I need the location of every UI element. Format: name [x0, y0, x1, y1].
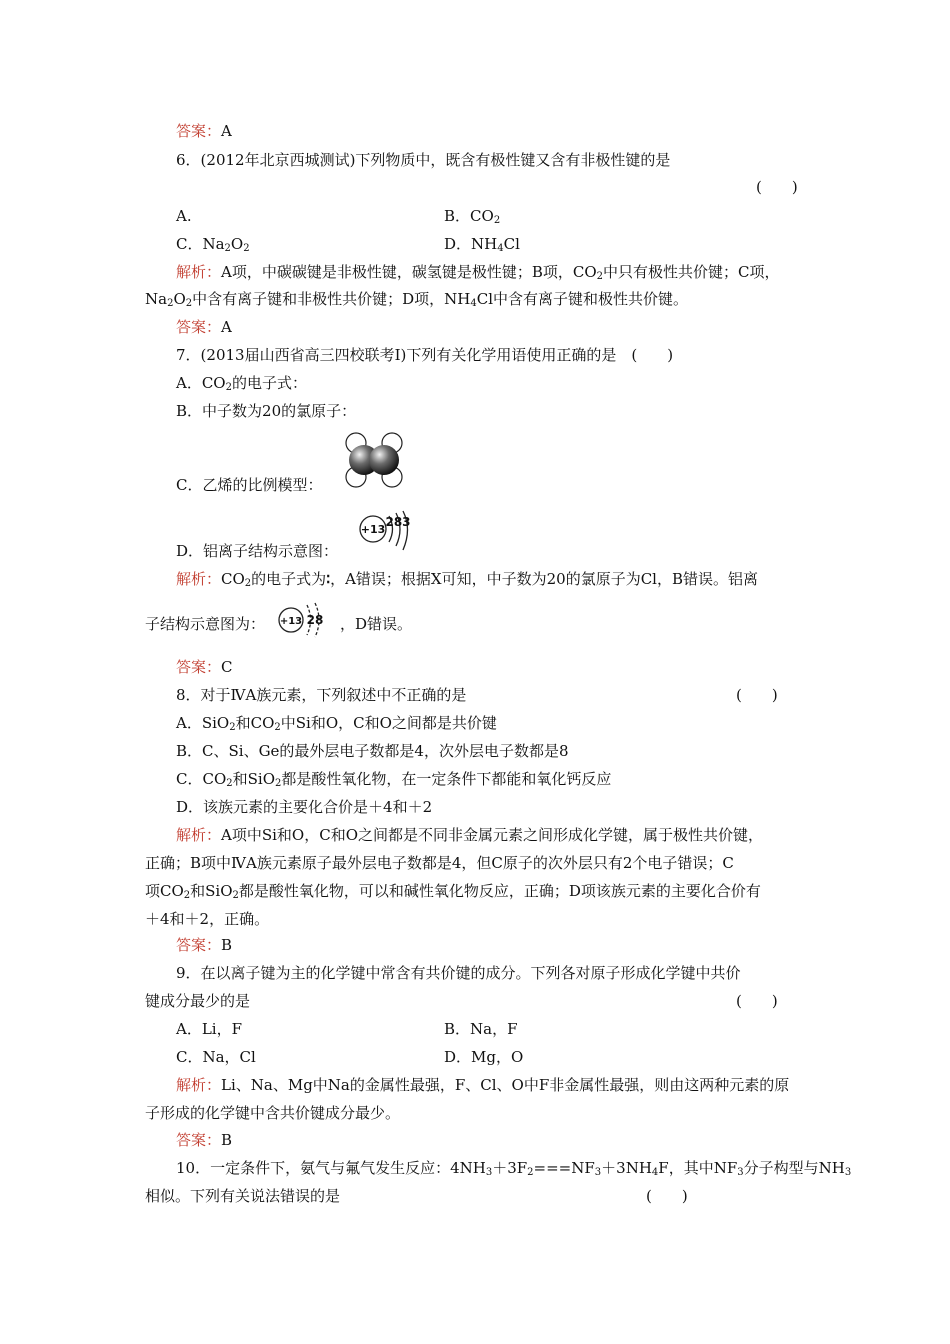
aluminum-ion-diagram	[356, 510, 420, 554]
q8-explanation-line2: 正确；B项中ⅣA族元素原子最外层电子数都是4，但C原子的次外层只有2个电子错误；C	[145, 854, 734, 872]
svg-text:28: 28	[306, 613, 324, 627]
q8-answer: 答案：B	[176, 936, 233, 954]
answer-value: A	[221, 122, 232, 140]
q9-option-d: D．Mg，O	[444, 1048, 524, 1066]
q9-explanation-line1: 解析：Li、Na、Mg中Na的金属性最强，F、Cl、O中F非金属性最强，则由这两种元素的原	[176, 1076, 790, 1094]
q9-stem-line1: 9．在以离子键为主的化学键中常含有共价键的成分。下列各对原子形成化学键中共价	[176, 964, 741, 982]
q10-stem-line1: 10．一定条件下，氨气与氟气发生反应：$4NH_3+3F_2===NF_3+3NH_4F$，其中$NF_3$分子构型与$NH_3$	[176, 1159, 852, 1178]
q9-option-a: A．Li，F	[176, 1020, 242, 1038]
aluminum-ion-diagram-small	[276, 601, 338, 639]
answer-label: 答案：	[176, 122, 222, 140]
q8-option-c: C．$CO_2$和SiO$_2$都是酸性氧化物，在一定条件下都能和氧化钙反应	[176, 770, 612, 789]
q8-option-a: A．SiO$_2$和$CO_2$中Si和O，C和O之间都是共价键	[176, 714, 497, 733]
q9-option-c: C．Na，Cl	[176, 1048, 256, 1066]
ethylene-model-image	[342, 432, 406, 488]
q8-explanation-line3: 项$CO_2$和SiO$_2$都是酸性氧化物，可以和碱性氧化物反应，正确；D项该族元素的主要化合价有	[145, 882, 761, 901]
q6-answer-paren: ( )	[756, 178, 798, 196]
q6-stem: 6．(2012年北京西城测试)下列物质中，既含有极性键又含有非极性键的是	[176, 151, 671, 169]
q8-explanation-line4: ＋4和＋2，正确。	[145, 910, 270, 928]
q8-answer-paren: ( )	[736, 686, 778, 704]
q6-option-c: C．$Na_2O_2$	[176, 235, 250, 254]
explanation-label: 解析：	[176, 263, 222, 281]
q6-answer: 答案：A	[176, 318, 232, 336]
q7-option-c: C．乙烯的比例模型：	[176, 476, 323, 494]
q7-answer: 答案：C	[176, 658, 233, 676]
q6-option-a: A.	[176, 207, 192, 225]
q9-answer-paren: ( )	[736, 992, 778, 1010]
q5-answer	[176, 121, 232, 141]
svg-text:+13: +13	[279, 616, 303, 627]
q8-explanation-line1: 解析：A项中Si和O，C和O之间都是不同非金属元素之间形成化学键，属于极性共价键，	[176, 826, 763, 844]
q7-option-b: B．中子数为20的氯原子：	[176, 402, 357, 420]
q8-option-b: B．C、Si、Ge的最外层电子数都是4，次外层电子数都是8	[176, 742, 569, 760]
q7-option-d: D．铝离子结构示意图：	[176, 542, 339, 560]
q7-stem: 7．(2013届山西省高三四校联考Ⅰ)下列有关化学用语使用正确的是 ( )	[176, 346, 674, 364]
q7-option-a: A．$CO_2$的电子式：	[176, 374, 307, 393]
q7-explanation-line2-tail: ，D错误。	[340, 615, 413, 633]
q10-answer-paren: ( )	[646, 1187, 688, 1205]
q6-explanation-line2: $Na_2O_2$中含有离子键和非极性共价键；D项，$NH_4Cl$中含有离子键和极性共价键。	[145, 290, 689, 309]
q6-option-d: D．$NH_4Cl$	[444, 235, 520, 254]
q7-explanation-line2: 子结构示意图为：	[145, 615, 266, 633]
q10-stem-line2: 相似。下列有关说法错误的是	[145, 1187, 341, 1205]
q6-option-b: B．$CO_2$	[444, 207, 501, 226]
q6-explanation-line1: 解析：A项，中碳碳键是非极性键，碳氢键是极性键；B项，$CO_2$中只有极性共价键；C项，	[176, 263, 780, 282]
q8-stem: 8．对于ⅣA族元素，下列叙述中不正确的是	[176, 686, 467, 704]
q9-stem-line2: 键成分最少的是	[145, 992, 251, 1010]
svg-text:+13: +13	[360, 523, 386, 536]
q9-answer: 答案：B	[176, 1131, 233, 1149]
q8-option-d: D．该族元素的主要化合价是＋4和＋2	[176, 798, 433, 816]
svg-text:283: 283	[385, 515, 411, 529]
q7-explanation-line1: 解析：$CO_2$的电子式为∶，A错误；根据X可知，中子数为20的氯原子为Cl，B错误。铝离	[176, 570, 758, 589]
q9-explanation-line2: 子形成的化学键中含共价键成分最少。	[145, 1104, 401, 1122]
q9-option-b: B．Na，F	[444, 1020, 518, 1038]
